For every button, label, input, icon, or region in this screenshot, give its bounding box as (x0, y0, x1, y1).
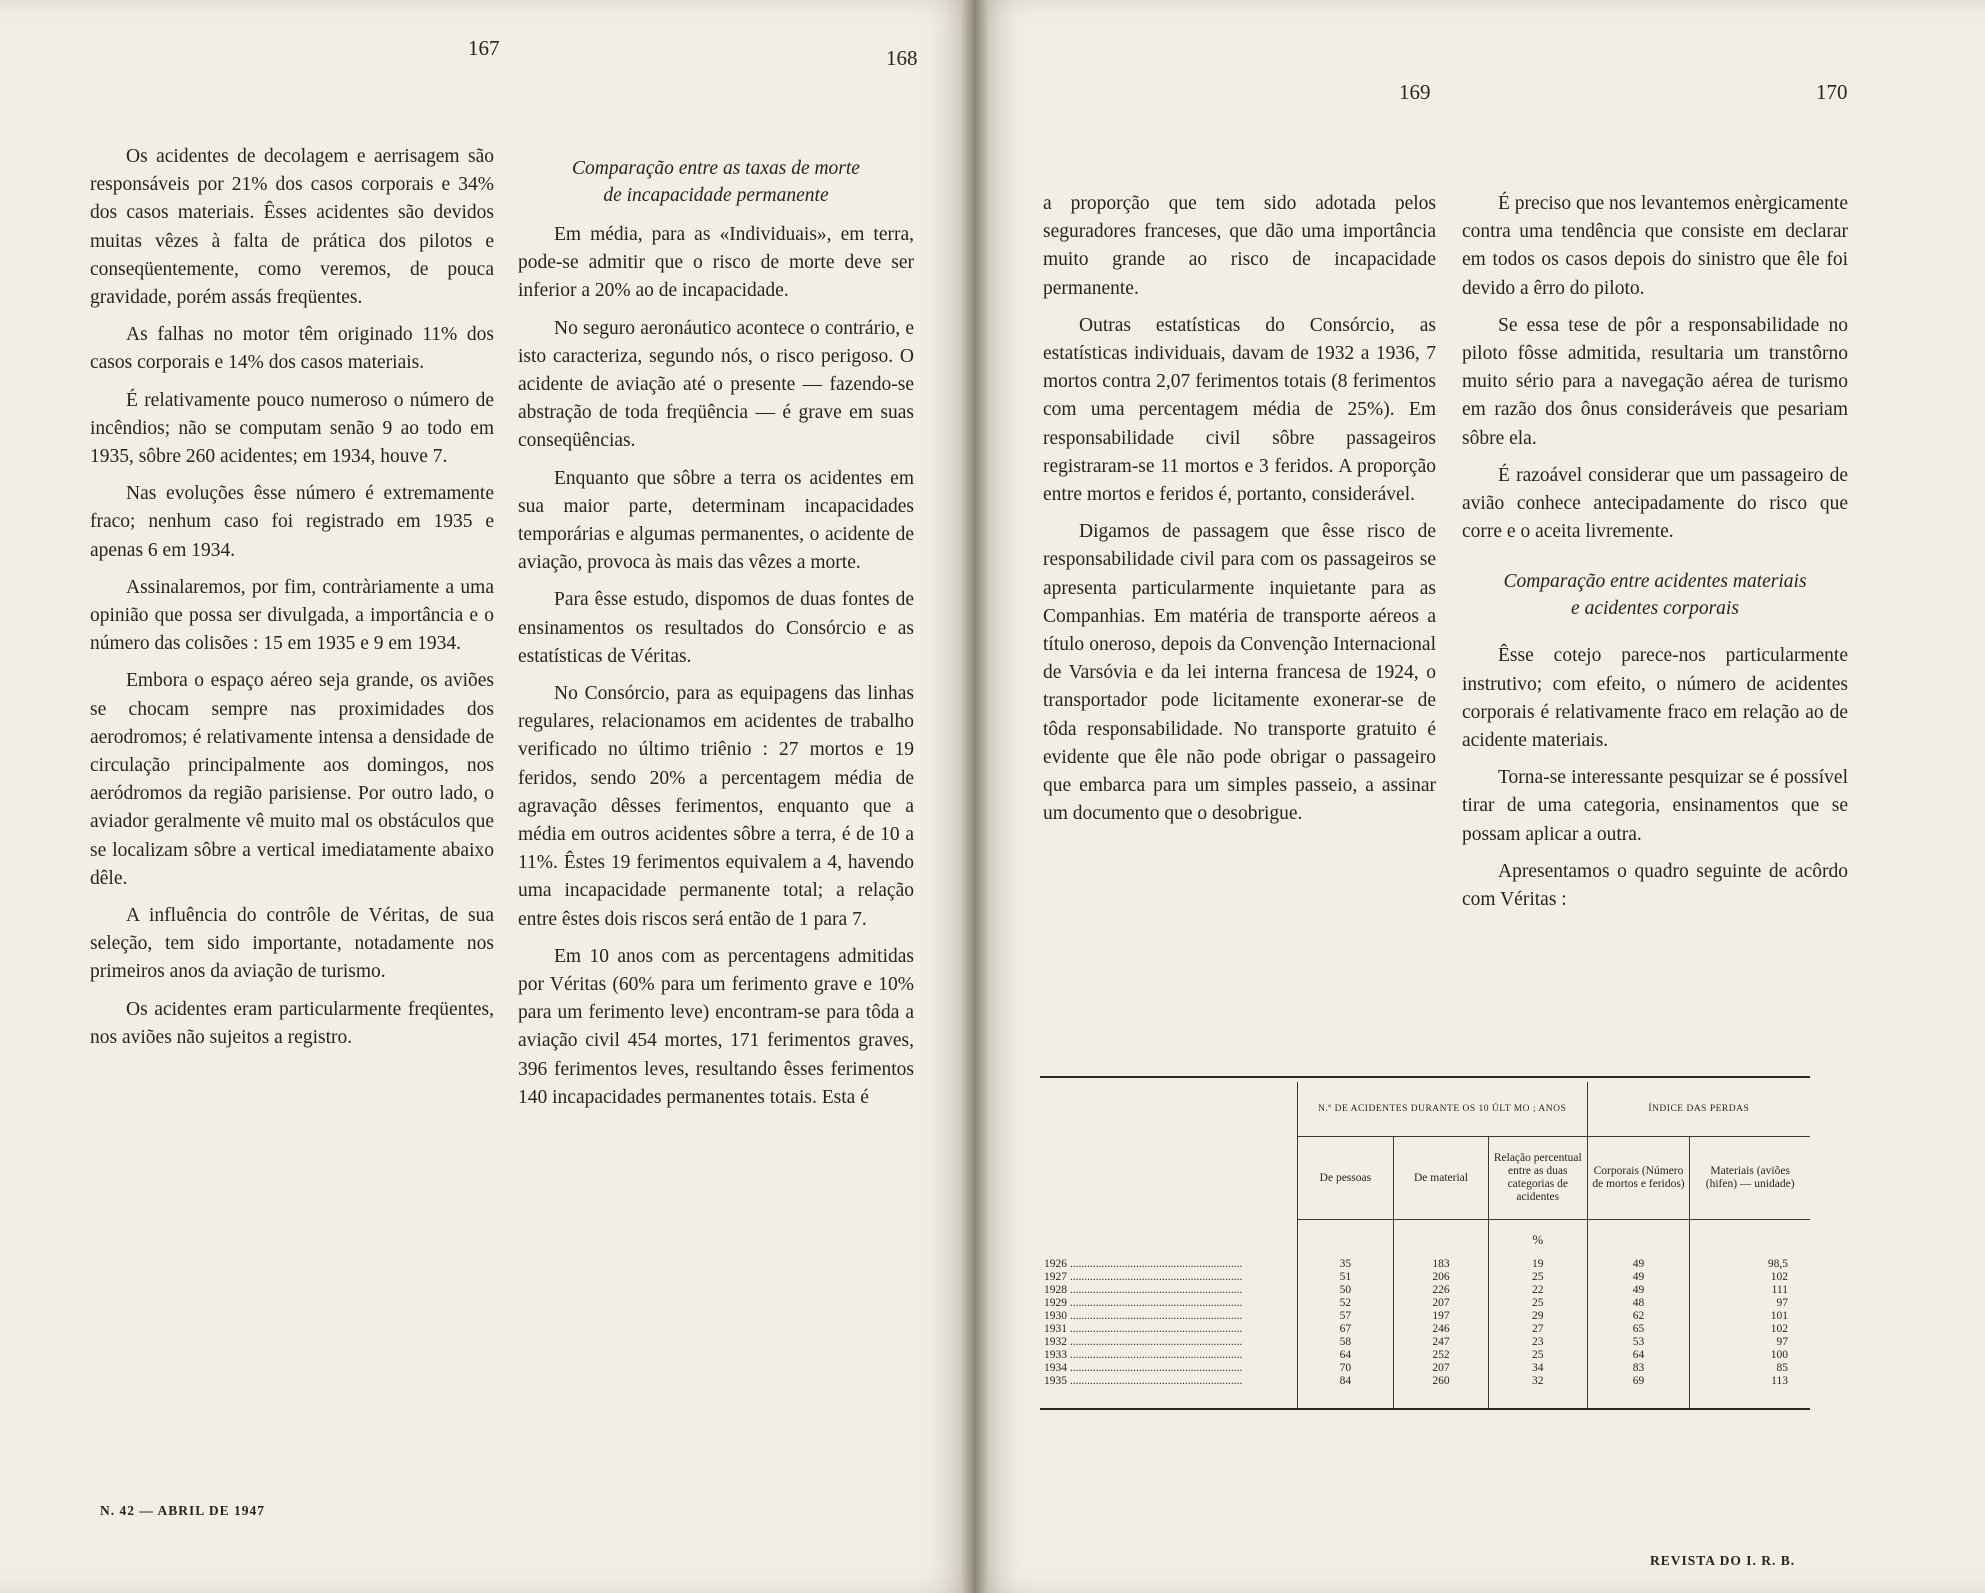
header-materiais: Materiais (aviões (hifen) — unidade) (1690, 1137, 1810, 1220)
relacao-cell: 27 (1488, 1323, 1587, 1336)
table-row (1040, 1375, 1810, 1409)
relacao-cell: 29 (1488, 1310, 1587, 1323)
materiais-cell: 111 (1690, 1284, 1810, 1297)
paragraph: Êsse cotejo parece-nos particularmente instrutivo; com efeito, o número de acidentes corporais é relativamente fraco em relação ao de acidente materiais. (1462, 645, 1848, 752)
material-cell: 247 (1394, 1336, 1489, 1349)
material-cell: 206 (1394, 1271, 1489, 1284)
heading-line: e acidentes corporais (1571, 598, 1739, 620)
paragraph: No seguro aeronáutico acontece o contrário, e isto caracteriza, segundo nós, o risco perigoso. O acidente de aviação até o presente — fazendo-se abstração de toda freqüência — é grave em suas conseqüências. (518, 317, 914, 452)
relacao-cell: 22 (1488, 1284, 1587, 1297)
corporais-cell: 48 (1587, 1297, 1690, 1310)
pessoas-cell: 52 (1297, 1297, 1394, 1310)
materiais-cell: 100 (1690, 1349, 1810, 1362)
section-heading-morte-incapacidade (518, 155, 914, 209)
corporais-cell: 49 (1587, 1271, 1690, 1284)
paragraph: Digamos de passagem que êsse risco de responsabilidade civil para com os passageiros se apresenta particularmente inquietante para as Companhias. Em matéria de transporte aéreos a título oneroso, depois da Convenção Internacional de Varsóvia e da lei interna francesa de 1924, o transportador pode licitamente exonerar-se de tôda responsabilidade. No transporte gratuito é evidente que êle não pode obrigar o passageiro que embarca para um simples passeio, a assinar um documento que o desobrigue. (1043, 521, 1436, 825)
column-page-169 (1043, 190, 1436, 837)
year-header (1040, 1082, 1297, 1220)
paragraph: No Consórcio, para as equipagens das linhas regulares, relacionamos em acidentes de trabalho verificado no último triênio : 27 mortos e 19 feridos, sendo 20% a percentagem média de agravação dêsses ferimentos, enquanto que a média em outros acidentes sôbre a terra, é de 10 a 11%. Êstes 19 ferimentos equivalem a 4, havendo uma incapacidade permanente total; a relação entre êstes dois riscos será então de 1 para 7. (518, 683, 914, 930)
year-cell: 1926 ............................................................ (1044, 1258, 1243, 1270)
materiais-cell: 102 (1690, 1323, 1810, 1336)
materiais-cell: 102 (1690, 1271, 1810, 1284)
year-cell: 1929 ............................................................ (1044, 1297, 1243, 1309)
footer-journal: REVISTA DO I. R. B. (1650, 1553, 1796, 1568)
page-number-168: 168 (886, 46, 918, 70)
corporais-cell: 53 (1587, 1336, 1690, 1349)
materiais-cell: 97 (1690, 1297, 1810, 1310)
relacao-cell: 25 (1488, 1297, 1587, 1310)
paragraph: Em média, para as «Individuais», em terra, pode-se admitir que o risco de morte deve ser inferior a 20% ao de incapacidade. (518, 224, 914, 302)
paragraph: É razoável considerar que um passageiro de avião conhece antecipadamente do risco que corre e o aceita livremente. (1462, 464, 1848, 543)
paragraph: É relativamente pouco numeroso o número de incêndios; não se computam senão 9 ao todo em 1935, sôbre 260 acidentes; em 1934, houve 7. (90, 389, 494, 468)
footer-issue: N. 42 — ABRIL DE 1947 (100, 1503, 266, 1518)
header-de-material: De material (1394, 1137, 1489, 1220)
material-cell: 207 (1394, 1362, 1489, 1375)
corporais-cell: 49 (1587, 1284, 1690, 1297)
pessoas-cell: 84 (1297, 1375, 1394, 1409)
relacao-cell: 34 (1488, 1362, 1587, 1375)
materiais-cell: 85 (1690, 1362, 1810, 1375)
book-gutter (962, 0, 988, 1593)
header-corporais: Corporais (Número de mortos e feridos) (1587, 1137, 1690, 1220)
paragraph: Nas evoluções êsse número é extremamente fraco; nenhum caso foi registrado em 1935 e apenas 6 em 1934. (90, 483, 494, 561)
pessoas-cell: 64 (1297, 1349, 1394, 1362)
material-cell: 252 (1394, 1349, 1489, 1362)
relacao-cell: 25 (1488, 1349, 1587, 1362)
paragraph: Apresentamos o quadro seguinte de acôrdo com Véritas : (1462, 860, 1848, 911)
year-cell: 1934 ............................................................ (1044, 1362, 1243, 1374)
column-page-168 (518, 155, 914, 1121)
table-row (1040, 1297, 1810, 1310)
corporais-cell: 49 (1587, 1258, 1690, 1271)
table-row (1040, 1310, 1810, 1323)
pessoas-cell: 50 (1297, 1284, 1394, 1297)
paragraph: É preciso que nos levantemos enèrgicamente contra uma tendência que consiste em declarar em todos os casos depois do sinistro que êle foi devido a êrro do piloto. (1462, 193, 1848, 299)
corporais-cell: 65 (1587, 1323, 1690, 1336)
materiais-cell: 113 (1690, 1375, 1810, 1409)
material-cell: 197 (1394, 1310, 1489, 1323)
pessoas-cell: 57 (1297, 1310, 1394, 1323)
percent-symbol: % (1488, 1220, 1587, 1259)
paragraph: a proporção que tem sido adotada pelos seguradores franceses, que dão uma importância muito grande ao risco de incapacidade permanente. (1043, 193, 1436, 299)
corporais-cell: 62 (1587, 1310, 1690, 1323)
group-header-loss-index: ÍNDICE DAS PERDAS (1587, 1082, 1810, 1137)
section-heading-materiais-corporais (1462, 568, 1848, 622)
materiais-cell: 97 (1690, 1336, 1810, 1349)
table-row (1040, 1271, 1810, 1284)
page-number-167: 167 (468, 36, 500, 60)
year-cell: 1928 ............................................................ (1044, 1284, 1243, 1296)
table-row (1040, 1336, 1810, 1349)
accident-statistics-table (1040, 1076, 1810, 1412)
header-de-pessoas: De pessoas (1297, 1137, 1394, 1220)
year-cell: 1935 ............................................................ (1044, 1375, 1243, 1387)
page-number-170: 170 (1816, 80, 1848, 104)
heading-line: Comparação entre acidentes materiais (1503, 571, 1807, 593)
paragraph: Se essa tese de pôr a responsabilidade no piloto fôsse admitida, resultaria um transtôrno muito sério para a navegação aérea de turismo em razão dos ônus consideráveis que pesariam sôbre ela. (1462, 314, 1848, 449)
materiais-cell: 101 (1690, 1310, 1810, 1323)
header-relacao: Relação percentual entre as duas categorias de acidentes (1488, 1137, 1587, 1220)
corporais-cell: 69 (1587, 1375, 1690, 1409)
paragraph: Torna-se interessante pesquizar se é possível tirar de uma categoria, ensinamentos que se possam aplicar a outra. (1462, 767, 1848, 845)
column-page-170 (1462, 190, 1848, 923)
table-row (1040, 1258, 1810, 1271)
corporais-cell: 64 (1587, 1349, 1690, 1362)
pessoas-cell: 67 (1297, 1323, 1394, 1336)
pessoas-cell: 58 (1297, 1336, 1394, 1349)
paragraph: A influência do contrôle de Véritas, de sua seleção, tem sido importante, notadamente nos primeiros anos da aviação de turismo. (90, 905, 494, 983)
paragraph: Os acidentes eram particularmente freqüentes, nos aviões não sujeitos a registro. (90, 998, 494, 1048)
group-header-accidents: N.º DE ACIDENTES DURANTE OS 10 ÚLT MO ; ANOS (1297, 1082, 1587, 1137)
table-row (1040, 1284, 1810, 1297)
pessoas-cell: 35 (1297, 1258, 1394, 1271)
corporais-cell: 83 (1587, 1362, 1690, 1375)
heading-line: Comparação entre as taxas de morte (572, 158, 860, 179)
year-cell: 1927 ............................................................ (1044, 1271, 1243, 1283)
paragraph: Em 10 anos com as percentagens admitidas por Véritas (60% para um ferimento grave e 10% para um ferimento leve) encontram-se para tôda a aviação civil 454 mortes, 171 ferimentos graves, 396 ferimentos leves, resultando êsses ferimentos 140 incapacidades permanentes totais. Esta é (518, 945, 914, 1108)
paragraph: Enquanto que sôbre a terra os acidentes em sua maior parte, determinam incapacidades temporárias e algumas permanentes, o acidente de aviação, provoca às mais das vêzes a morte. (518, 467, 914, 574)
material-cell: 207 (1394, 1297, 1489, 1310)
relacao-cell: 25 (1488, 1271, 1587, 1284)
paragraph: Outras estatísticas do Consórcio, as estatísticas individuais, davam de 1932 a 1936, 7 mortos contra 2,07 ferimentos totais (8 ferimentos com uma percentagem média de 25%). Em responsabilidade civil sôbre passageiros registraram-se 11 mortos e 3 feridos. A proporção entre mortos e feridos é, portanto, considerável. (1043, 314, 1436, 506)
pessoas-cell: 70 (1297, 1362, 1394, 1375)
material-cell: 183 (1394, 1258, 1489, 1271)
column-page-167 (90, 143, 494, 1061)
paragraph: Assinalaremos, por fim, contràriamente a uma opinião que possa ser divulgada, a importância e o número das colisões : 15 em 1935 e 9 em 1934. (90, 576, 494, 655)
relacao-cell: 19 (1488, 1258, 1587, 1271)
heading-line: de incapacidade permanente (603, 185, 829, 206)
table-row (1040, 1323, 1810, 1336)
year-cell: 1931 ............................................................ (1044, 1323, 1243, 1335)
paragraph: Embora o espaço aéreo seja grande, os aviões se chocam sempre nas proximidades dos aerodromos; é relativamente intensa a densidade de circulação principalmente aos domingos, nos aeródromos da região parisiense. Por outro lado, o aviador geralmente vê muito mal os obstáculos que se localizam sôbre a vertical imediatamente abaixo dêle. (90, 670, 494, 889)
material-cell: 226 (1394, 1284, 1489, 1297)
year-cell: 1933 ............................................................ (1044, 1349, 1243, 1361)
table-row (1040, 1362, 1810, 1375)
paragraph: Para êsse estudo, dispomos de duas fontes de ensinamentos os resultados do Consórcio e as estatísticas de Véritas. (518, 589, 914, 667)
year-cell: 1930 ............................................................ (1044, 1310, 1243, 1322)
page-number-169: 169 (1399, 80, 1431, 104)
materiais-cell: 98,5 (1690, 1258, 1810, 1271)
table-row (1040, 1349, 1810, 1362)
paragraph: Os acidentes de decolagem e aerrisagem são responsáveis por 21% dos casos corporais e 34% dos casos materiais. Êsses acidentes são devidos muitas vêzes à falta de prática dos pilotos e conseqüentemente, como veremos, de pouca gravidade, porém assás freqüentes. (90, 146, 494, 309)
material-cell: 260 (1394, 1375, 1489, 1409)
relacao-cell: 23 (1488, 1336, 1587, 1349)
relacao-cell: 32 (1488, 1375, 1587, 1409)
material-cell: 246 (1394, 1323, 1489, 1336)
year-cell: 1932 ............................................................ (1044, 1336, 1243, 1348)
paragraph: As falhas no motor têm originado 11% dos casos corporais e 14% dos casos materiais. (90, 324, 494, 374)
pessoas-cell: 51 (1297, 1271, 1394, 1284)
